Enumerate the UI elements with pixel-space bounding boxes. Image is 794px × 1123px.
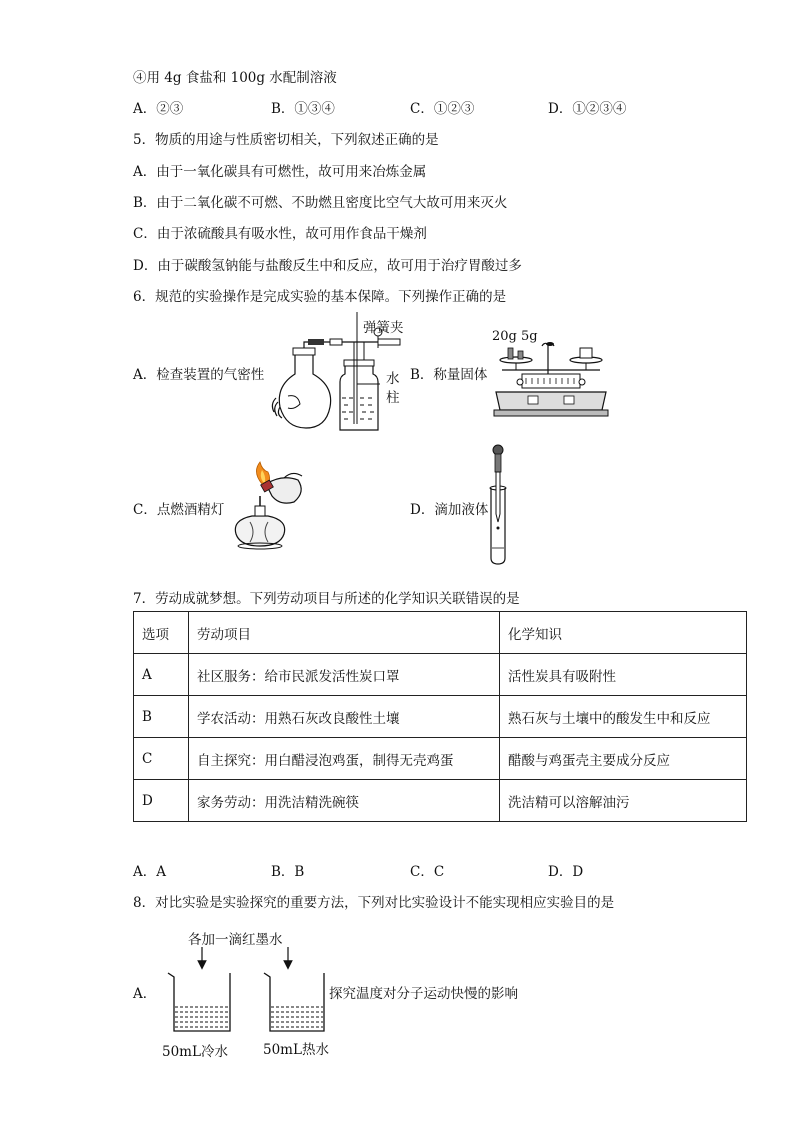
balance-figure	[492, 338, 610, 418]
q6-stem: 6．规范的实验操作是完成实验的基本保障。下列操作正确的是	[133, 289, 507, 305]
q4-option-d: D．①②③④	[548, 101, 627, 117]
q6-option-d: D．滴加液体	[410, 502, 489, 518]
table-cell: 醋酸与鸡蛋壳主要成分反应	[500, 738, 747, 780]
table-row	[134, 654, 747, 696]
q6-option-c: C．点燃酒精灯	[133, 502, 225, 518]
q5-option-b: B．由于二氧化碳不可燃、不助燃且密度比空气大故可用来灭火	[133, 195, 508, 211]
table-cell: 家务劳动：用洗洁精洗碗筷	[189, 780, 500, 822]
table-row	[134, 738, 747, 780]
q8-stem: 8．对比实验是实验探究的重要方法，下列对比实验设计不能实现相应实验目的是	[133, 895, 615, 911]
table-row	[134, 696, 747, 738]
label-clamp: 弹簧夹	[363, 320, 404, 336]
q7-option-c: C．C	[410, 864, 445, 880]
table-cell: 社区服务：给市民派发活性炭口罩	[189, 654, 500, 696]
q5-option-a: A．由于一氧化碳具有可燃性，故可用来冶炼金属	[133, 164, 427, 180]
table-header-cell: 选项	[134, 612, 189, 654]
q8-option-a: A．	[133, 986, 157, 1002]
label-water-2: 柱	[386, 390, 400, 406]
table-header-row	[134, 612, 747, 654]
label-weights: 20g 5g	[492, 329, 538, 344]
table-cell: 熟石灰与土壤中的酸发生中和反应	[500, 696, 747, 738]
beaker-experiment-figure	[160, 945, 330, 1037]
q8-drop-label: 各加一滴红墨水	[188, 932, 283, 948]
table-row	[134, 780, 747, 822]
q5-stem: 5．物质的用途与性质密切相关，下列叙述正确的是	[133, 132, 439, 148]
q4-option-c: C．①②③	[410, 101, 475, 117]
q7-stem: 7．劳动成就梦想。下列劳动项目与所述的化学知识关联错误的是	[133, 591, 520, 607]
q7-option-a: A．A	[133, 864, 166, 880]
q7-option-b: B．B	[271, 864, 305, 880]
table-cell: 活性炭具有吸附性	[500, 654, 747, 696]
q4-item4: ④用 4g 食盐和 100g 水配制溶液	[133, 70, 337, 86]
q5-option-c: C．由于浓硫酸具有吸水性，故可用作食品干燥剂	[133, 226, 427, 242]
q7-option-d: D．D	[548, 864, 584, 880]
q5-option-d: D．由于碳酸氢钠能与盐酸反生中和反应，故可用于治疗胃酸过多	[133, 258, 522, 274]
table-cell: C	[134, 738, 189, 780]
table-cell: D	[134, 780, 189, 822]
alcohol-lamp-figure	[222, 462, 314, 552]
q6-option-b: B．称量固体	[410, 367, 488, 383]
q4-option-b: B．①③④	[271, 101, 335, 117]
q6-option-a: A．检查装置的气密性	[133, 367, 265, 383]
q8-description: 探究温度对分子运动快慢的影响	[329, 986, 518, 1002]
table-cell: 自主探究：用白醋浸泡鸡蛋，制得无壳鸡蛋	[189, 738, 500, 780]
table-header-cell: 劳动项目	[189, 612, 500, 654]
beaker-2-label: 50mL热水	[263, 1042, 329, 1058]
table-cell: B	[134, 696, 189, 738]
table-header-cell: 化学知识	[500, 612, 747, 654]
table-cell: A	[134, 654, 189, 696]
beaker-1-label: 50mL冷水	[162, 1044, 228, 1060]
table-cell: 洗洁精可以溶解油污	[500, 780, 747, 822]
dropper-figure	[483, 444, 513, 566]
label-water-1: 水	[386, 371, 400, 387]
q4-option-a: A．②③	[133, 101, 184, 117]
table-cell: 学农活动：用熟石灰改良酸性土壤	[189, 696, 500, 738]
q7-table	[133, 611, 747, 822]
